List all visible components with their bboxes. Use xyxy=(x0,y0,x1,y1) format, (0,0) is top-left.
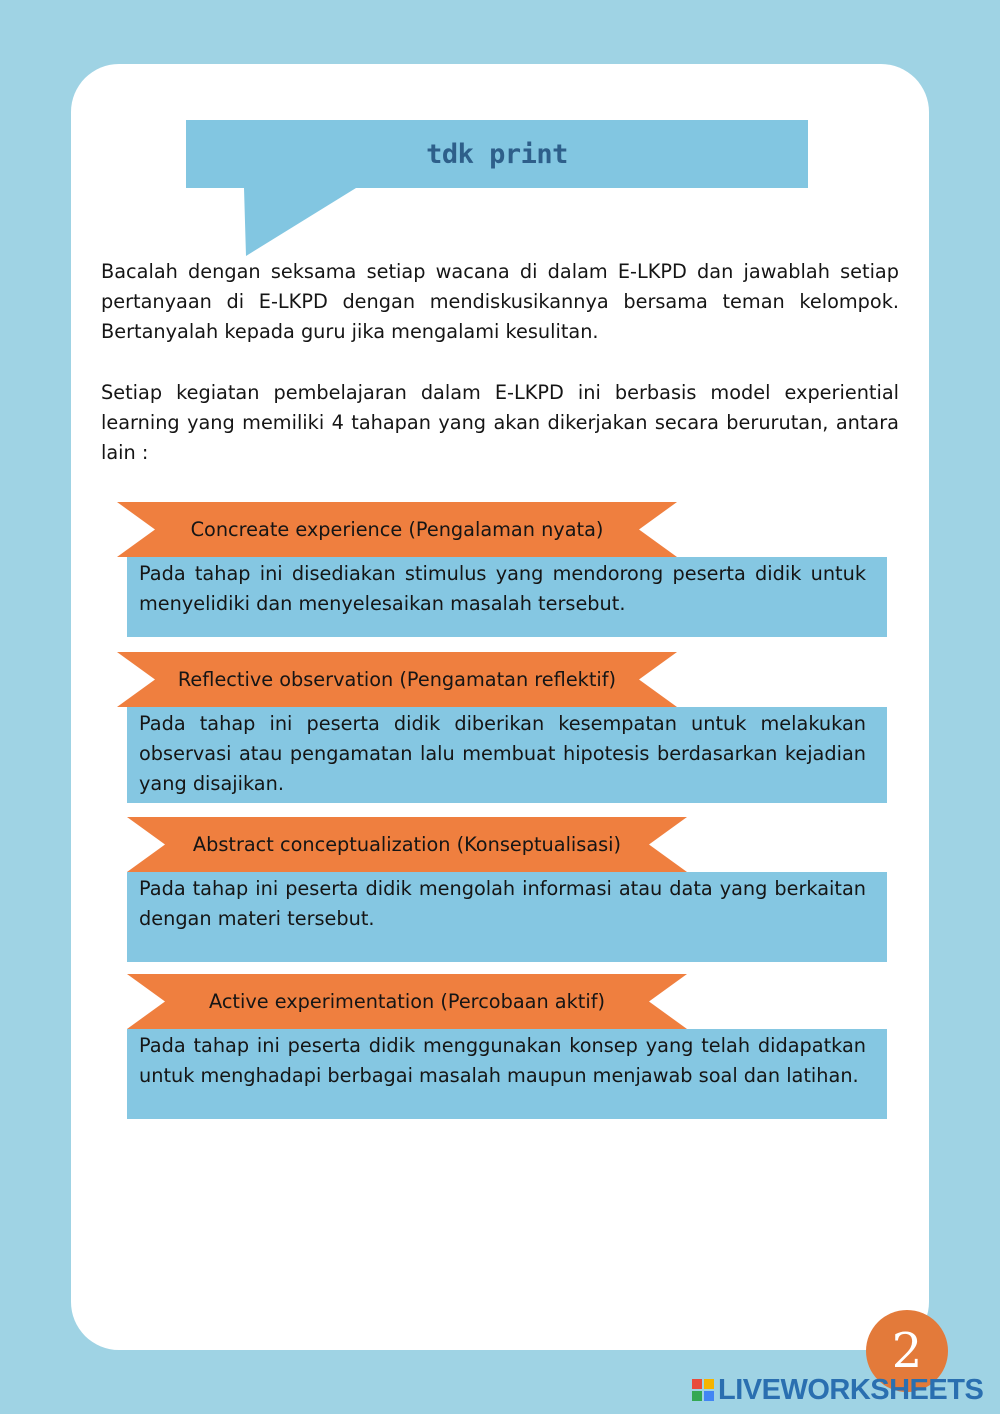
stage-banner-active-experimentation xyxy=(127,974,687,1029)
stage-description-box: Pada tahap ini peserta didik menggunakan konsep yang telah didapatkan untuk menghadapi berbagai masalah maupun menjawab soal dan latihan. xyxy=(127,1029,887,1119)
stage-banner-abstract-conceptualization xyxy=(127,817,687,872)
stage-banner-concrete-experience xyxy=(117,502,677,557)
stage-title: Reflective observation (Pengamatan reflektif) xyxy=(177,668,617,691)
stage-title: Abstract conceptualization (Konseptualisasi) xyxy=(192,833,622,856)
liveworksheets-logo xyxy=(692,1373,983,1407)
page-number-badge: 2 xyxy=(866,1310,948,1392)
speech-bubble-header xyxy=(186,120,808,256)
brand-name: LIVEWORKSHEETS xyxy=(718,1373,984,1406)
intro-paragraph-1: Bacalah dengan seksama setiap wacana di dalam E-LKPD dan jawablah setiap pertanyaan di E-LKPD dengan mendiskusikannya bersama teman kelompok. Bertanyalah kepada guru jika mengalami kesulitan. xyxy=(101,260,899,343)
liveworksheets-icon xyxy=(692,1379,714,1401)
stage-banner-reflective-observation xyxy=(117,652,677,707)
stage-description-box: Pada tahap ini disediakan stimulus yang mendorong peserta didik untuk menyelidiki dan menyelesaikan masalah tersebut. xyxy=(127,557,887,637)
stage-title: Concreate experience (Pengalaman nyata) xyxy=(190,518,604,541)
stage-description-box: Pada tahap ini peserta didik diberikan kesempatan untuk melakukan observasi atau pengamatan lalu membuat hipotesis berdasarkan kejadian yang disajikan. xyxy=(127,707,887,803)
intro-paragraph-2: Setiap kegiatan pembelajaran dalam E-LKPD ini berbasis model experiential learning yang memiliki 4 tahapan yang akan dikerjakan secara berurutan, antara lain : xyxy=(101,381,899,464)
page-title: tdk print xyxy=(426,138,568,170)
stage-title: Active experimentation (Percobaan aktif) xyxy=(208,990,606,1013)
stage-description-box: Pada tahap ini peserta didik mengolah informasi atau data yang berkaitan dengan materi tersebut. xyxy=(127,872,887,962)
